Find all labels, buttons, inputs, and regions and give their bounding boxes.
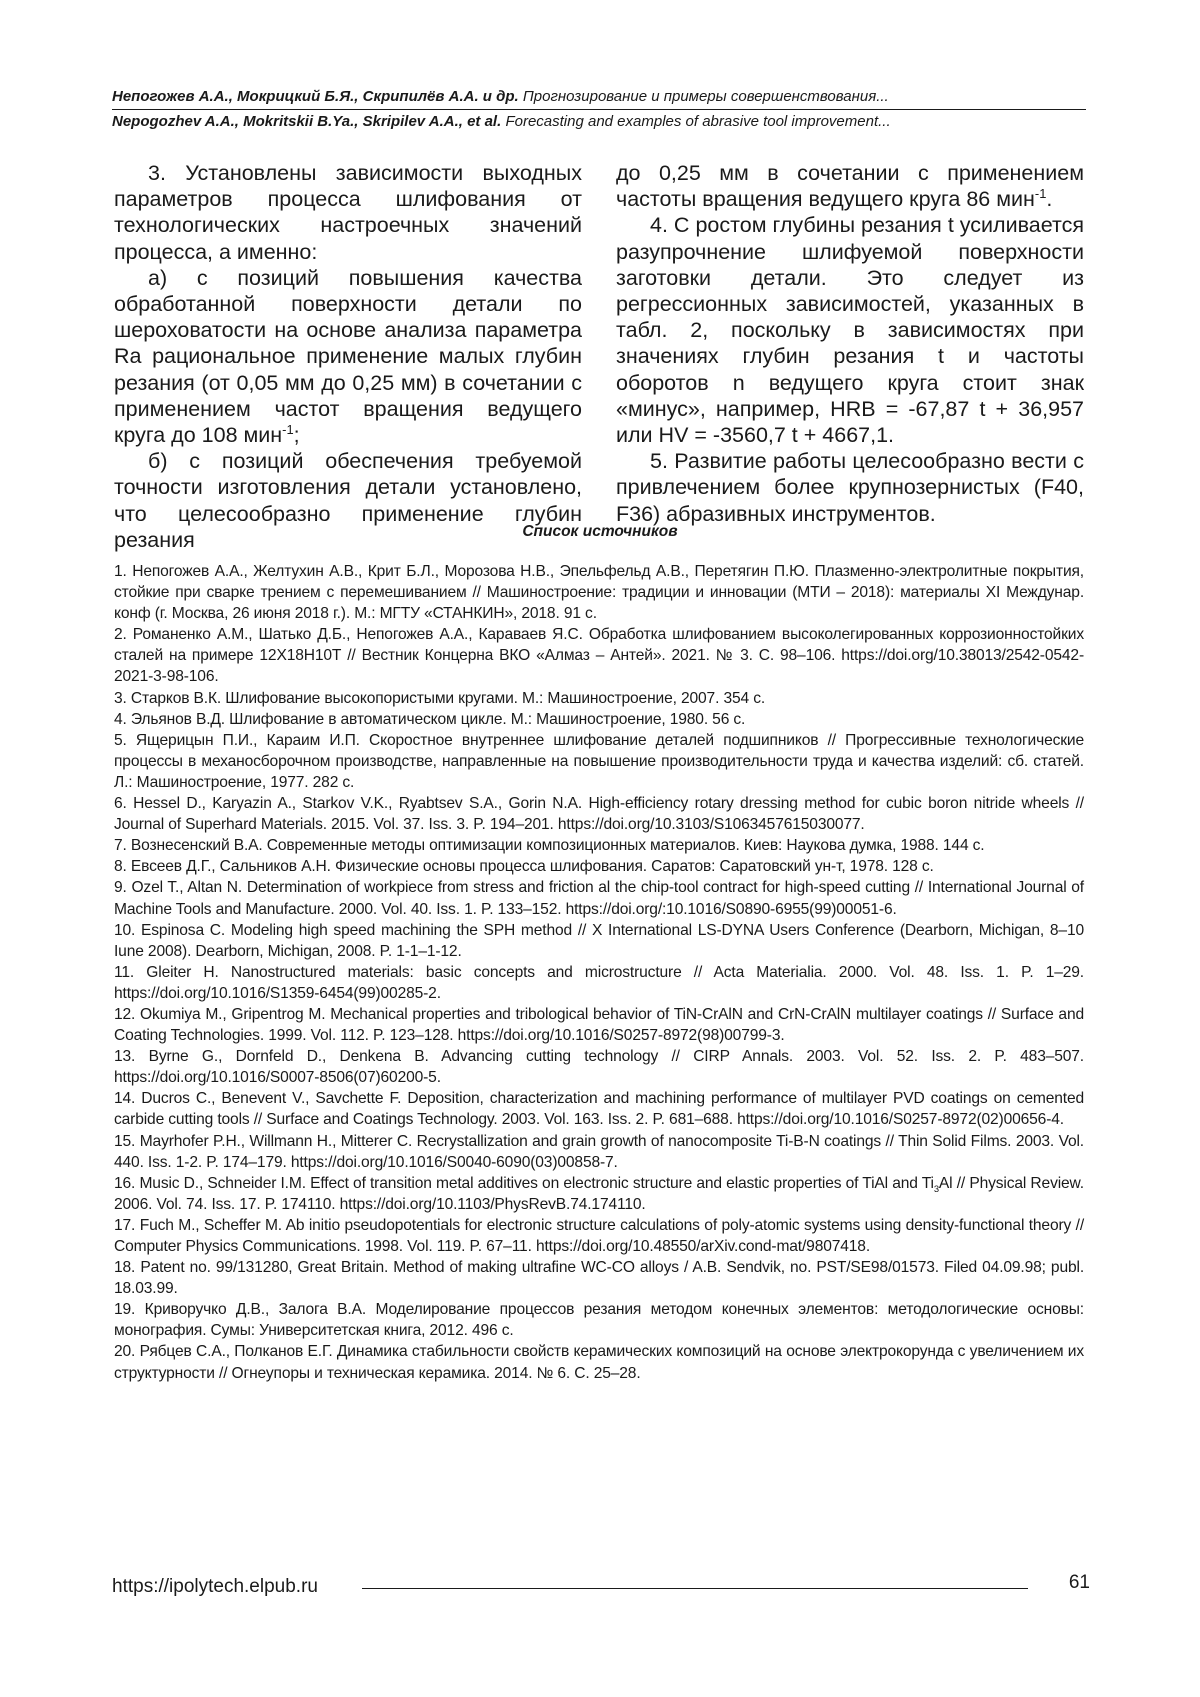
reference-item: 19. Криворучко Д.В., Залога В.А. Моделирование процессов резания методом конечных элементов: методологические основы: монография. Сумы: Университетская книга, 2012. 496 с. [114,1301,1084,1340]
reference-item: 11. Gleiter H. Nanostructured materials: basic concepts and microstructure // Acta Materialia. 2000. Vol. 48. Iss. 1. P. 1–29. https://doi.org/10.1016/S1359-6454(99)00285-2. [114,963,1084,1002]
paragraph-conclusion-3a: а) с позиций повышения качества обработанной поверхности детали по шероховатости на основе анализа параметра Ra рациональное применение малых глубин резания (от 0,05 мм до 0,25 мм) в сочетании с применением частот вращения ведущего круга до 108 мин$^{-1}$; [114,265,582,448]
reference-item: 7. Вознесенский В.А. Современные методы оптимизации композиционных материалов. Киев: Наукова думка, 1988. 144 с. [114,837,985,855]
journal-url-link[interactable]: https://ipolytech.elpub.ru [112,1576,318,1597]
reference-item: 10. Espinosa C. Modeling high speed machining the SPH method // X International LS-DYNA Users Conference (Dearborn, Michigan, 8–10 Iune 2008). Dearborn, Michigan, 2008. P. 1-1–1-12. [114,921,1084,960]
paragraph-conclusion-5: 5. Развитие работы целесообразно вести с привлечением более крупнозернистых (F40, F36) абразивных инструментов. [616,449,1084,526]
reference-item: 13. Byrne G., Dornfeld D., Denkena B. Advancing cutting technology // CIRP Annals. 2003. Vol. 52. Iss. 2. P. 483–507. https://doi.org/10.1016/S0007-8506(07)60200-5. [114,1048,1084,1087]
reference-item: 1. Непогожев А.А., Желтухин А.В., Крит Б.Л., Морозова Н.В., Эпельфельд А.В., Перетягин П.Ю. Плазменно-электролитные покрытия, стойкие при сварке трением с перемешиванием // Машиностроение: традиции и инновации (МТИ – 2018): материалы XI Междунар. конф (г. Москва, 26 июня 2018 г.). М.: МГТУ «СТАНКИН», 2018. 91 с. [114,563,1084,623]
reference-item: 16. Music D., Schneider I.M. Effect of transition metal additives on electronic structure and elastic properties of TiAl and $Ti_3Al$ // Physical Review. 2006. Vol. 74. Iss. 17. P. 174110. https://doi.org/10.1103/PhysRevB.74.174110. [114,1174,1084,1213]
header-divider [112,109,1086,110]
paragraph-conclusion-4: 4. С ростом глубины резания t усиливается разупрочнение шлифуемой поверхности заготовки детали. Это следует из регрессионных зависимостей, указанных в табл. 2, поскольку в зависимостях при значениях глубин резания t и частоты оборотов n ведущего круга стоит знак «минус», например, HRB = -67,87 t + 36,957 или HV = -3560,7 t + 4667,1. [616,213,1084,448]
reference-item: 6. Hessel D., Karyazin A., Starkov V.K., Ryabtsev S.A., Gorin N.A. High-efficiency rotary dressing method for cubic boron nitride wheels // Journal of Superhard Materials. 2015. Vol. 37. Iss. 3. P. 194–201. https://doi.org/10.3103/S1063457615030077. [114,795,1084,834]
reference-item: 15. Mayrhofer P.H., Willmann H., Mitterer C. Recrystallization and grain growth of nanocomposite Ti-B-N coatings // Thin Solid Films. 2003. Vol. 440. Iss. 1-2. P. 174–179. https://doi.org/10.1016/S0040-6090(03)00858-7. [114,1132,1084,1171]
footer-divider [362,1588,1028,1589]
reference-item: 14. Ducros C., Benevent V., Savchette F. Deposition, characterization and machining performance of multilayer PVD coatings on cemented carbide cutting tools // Surface and Coatings Technology. 2003. Vol. 163. Iss. 2. P. 681–688. https://doi.org/10.1016/S0257-8972(02)00656-4. [114,1090,1084,1129]
reference-item: 20. Рябцев С.А., Полканов Е.Г. Динамика стабильности свойств керамических композиций на основе электрокорунда с увеличением их структурности // Огнеупоры и техническая керамика. 2014. № 6. С. 25–28. [114,1343,1084,1382]
left-column [114,160,582,553]
reference-item: 3. Старков В.К. Шлифование высокопористыми кругами. М.: Машиностроение, 2007. 354 с. [114,689,766,707]
header-ru-title: Прогнозирование и примеры совершенствования... [522,88,889,105]
header-en-title: Forecasting and examples of abrasive tool improvement... [505,113,891,130]
reference-item: 12. Okumiya M., Gripentrog M. Mechanical properties and tribological behavior of TiN-CrAlN and CrN-CrAlN multilayer coatings // Surface and Coating Technologies. 1999. Vol. 112. P. 123–128. https://doi.org/10.1016/S0257-8972(98)00799-3. [114,1005,1084,1045]
reference-item: 2. Романенко А.М., Шатько Д.Б., Непогожев А.А., Караваев Я.С. Обработка шлифованием высоколегированных коррозионностойких сталей на примере 12Х18Н10Т // Вестник Концерна ВКО «Алмаз – Антей». 2021. № 3. С. 98–106. https://doi.org/10.38013/2542-0542-2021-3-98-106. [114,626,1084,686]
references-title: Список источников [522,523,678,540]
reference-item: 8. Евсеев Д.Г., Сальников А.Н. Физические основы процесса шлифования. Саратов: Саратовский ун-т, 1978. 128 с. [114,858,934,876]
right-column [616,160,1084,553]
header-en-authors: Nepogozhev A.A., Mokritskii B.Ya., Skripilev A.A., et al. [112,113,502,130]
paragraph-conclusion-3b: б) с позиций обеспечения требуемой точности изготовления детали установлено, что целесообразно применение глубин резания [114,449,582,552]
page-footer [112,1572,1090,1606]
header-ru-authors: Непогожев А.А., Мокрицкий Б.Я., Скрипилёв А.А. и др. [112,88,519,105]
paragraph-continuation: до 0,25 мм в сочетании с применением частоты вращения ведущего круга 86 мин$^{-1}$. [616,161,1084,212]
reference-item: 18. Patent no. 99/131280, Great Britain. Method of making ultrafine WC-CO alloys / A.B. Sendvik, no. PST/SE98/01573. Filed 04.09.98; publ. 18.03.99. [114,1259,1084,1298]
body-columns [114,160,1084,553]
page-number: 61 [1068,1572,1090,1593]
header-ru [112,86,1086,107]
reference-item: 17. Fuch M., Scheffer M. Ab initio pseudopotentials for electronic structure calculations of poly-atomic systems using density-functional theory // Computer Physics Communications. 1998. Vol. 119. P. 67–11. https://doi.org/10.48550/arXiv.cond-mat/9807418. [114,1216,1084,1255]
header-en [112,111,1086,132]
reference-item: 9. Ozel T., Altan N. Determination of workpiece from stress and friction al the chip-tool contract for high-speed cutting // International Journal of Machine Tools and Manufacture. 2000. Vol. 40. Iss. 1. P. 133–152. https://doi.org/:10.1016/S0890-6955(99)00051-6. [114,879,1084,918]
reference-item: 4. Эльянов В.Д. Шлифование в автоматическом цикле. М.: Машиностроение, 1980. 56 с. [114,710,746,728]
reference-item: 5. Ящерицын П.И., Караим И.П. Скоростное внутреннее шлифование деталей подшипников // Прогрессивные технологические процессы в механосборочном производстве, направленные на повышение производительности труда и качества изделий: сб. статей. Л.: Машиностроение, 1977. 282 с. [114,731,1084,791]
reference-list [114,561,1084,1384]
paragraph-conclusion-3: 3. Установлены зависимости выходных параметров процесса шлифования от технологических настроечных значений процесса, а именно: [114,161,582,264]
